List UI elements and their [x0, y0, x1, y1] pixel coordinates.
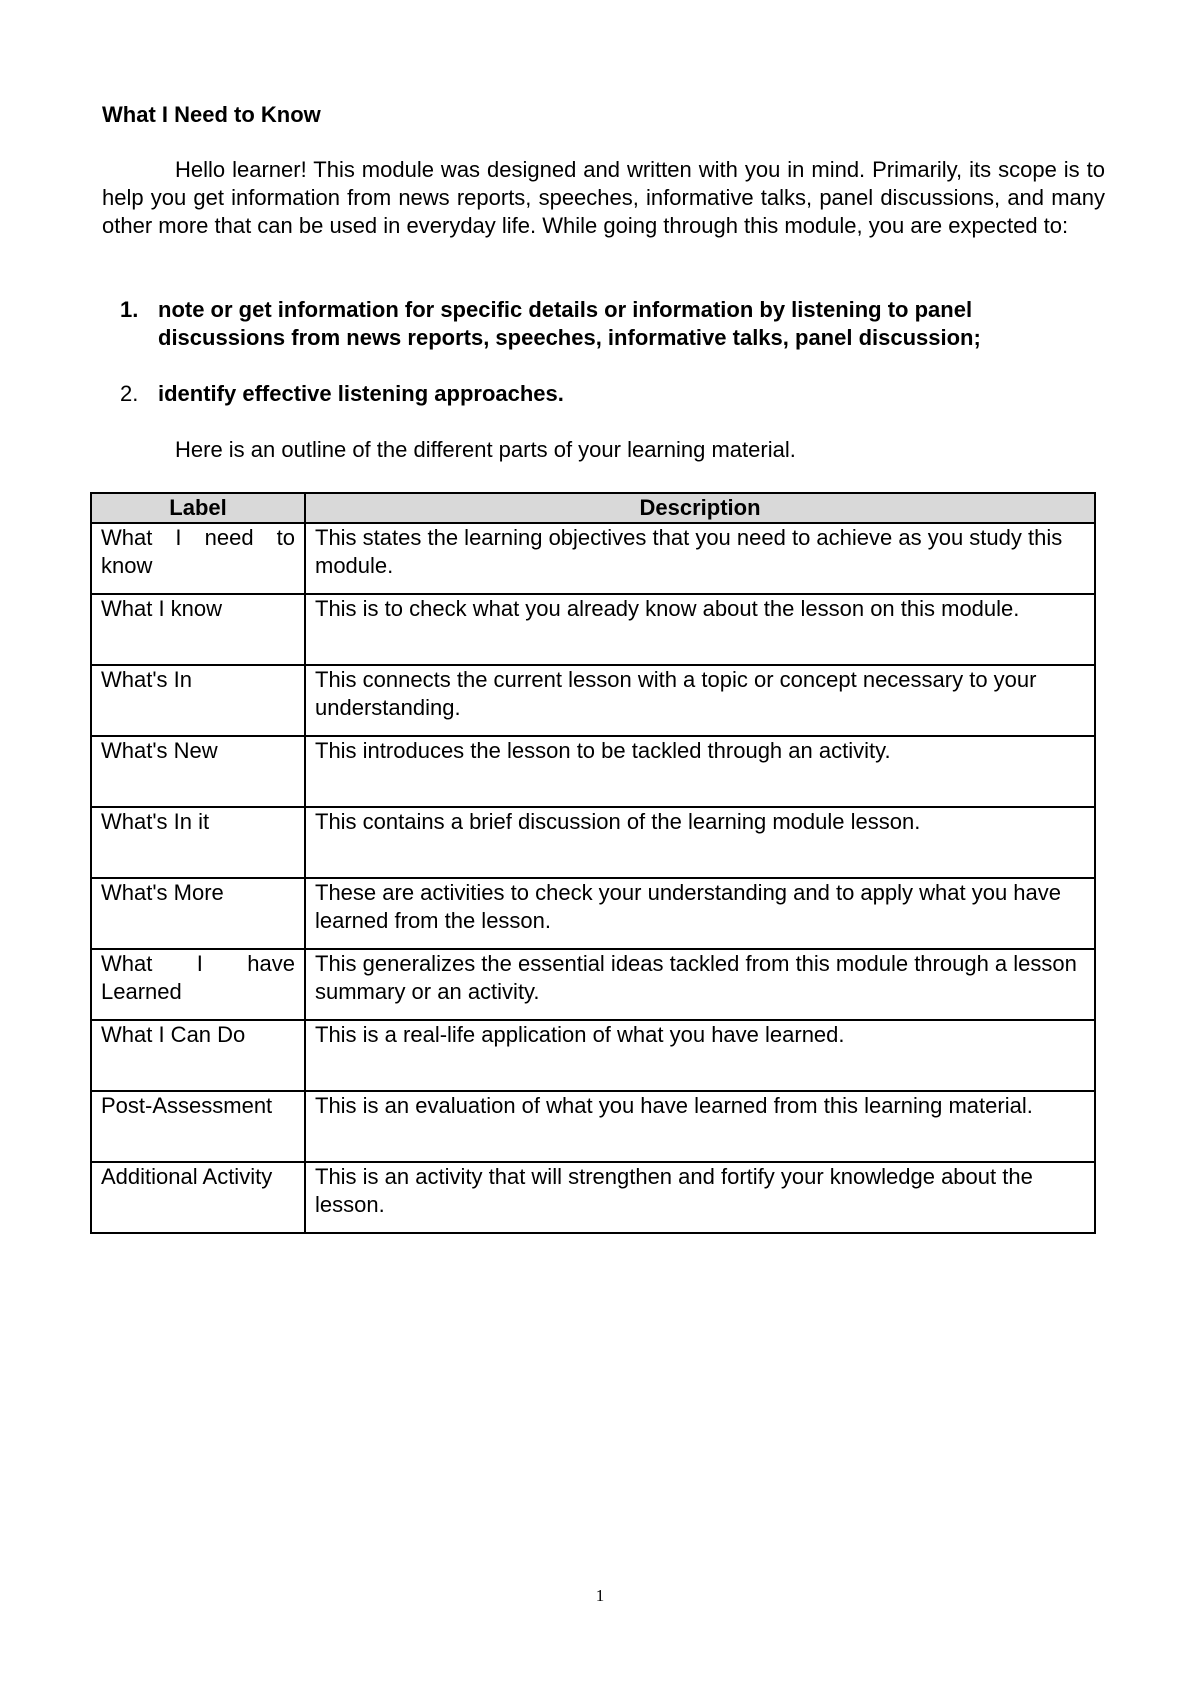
row-description: This connects the current lesson with a topic or concept necessary to your understanding.	[305, 665, 1095, 736]
column-header-description: Description	[305, 493, 1095, 523]
row-label: What I know	[91, 594, 305, 665]
table-row	[91, 1020, 1095, 1091]
table-row	[91, 807, 1095, 878]
row-description: This is an evaluation of what you have learned from this learning material.	[305, 1091, 1095, 1162]
row-label: What I have Learned	[91, 949, 305, 1020]
table-row	[91, 949, 1095, 1020]
intro-paragraph: Hello learner! This module was designed and written with you in mind. Primarily, its scope is to help you get information from news reports, speeches, informative talks, panel discussions, and many other more that can be used in everyday life. While going through this module, you are expected to:	[102, 157, 1105, 238]
row-label: What's In	[91, 665, 305, 736]
row-label: What's More	[91, 878, 305, 949]
column-header-label: Label	[91, 493, 305, 523]
row-description: This states the learning objectives that you need to achieve as you study this module.	[305, 523, 1095, 594]
row-label: Additional Activity	[91, 1162, 305, 1233]
table-row	[91, 1091, 1095, 1162]
objective-item	[102, 296, 1105, 352]
row-description: This generalizes the essential ideas tackled from this module through a lesson summary or an activity.	[305, 949, 1095, 1020]
objective-text: identify effective listening approaches.	[158, 381, 564, 406]
row-description: This introduces the lesson to be tackled through an activity.	[305, 736, 1095, 807]
page-title: What I Need to Know	[102, 102, 321, 127]
row-label: What's New	[91, 736, 305, 807]
table-row	[91, 594, 1095, 665]
row-description: This contains a brief discussion of the learning module lesson.	[305, 807, 1095, 878]
objective-text: note or get information for specific details or information by listening to panel discussions from news reports, speeches, informative talks, panel discussion;	[158, 297, 981, 350]
row-description: This is an activity that will strengthen and fortify your knowledge about the lesson.	[305, 1162, 1095, 1233]
row-description: This is to check what you already know about the lesson on this module.	[305, 594, 1095, 665]
row-label: Post-Assessment	[91, 1091, 305, 1162]
table-header-row	[91, 493, 1095, 523]
page-number: 1	[595, 1586, 605, 1605]
row-label: What I Can Do	[91, 1020, 305, 1091]
objective-number: 1.	[120, 297, 139, 322]
objective-number: 2.	[120, 381, 139, 406]
learning-parts-table	[90, 492, 1096, 1234]
objective-item	[102, 380, 1105, 408]
row-description: These are activities to check your understanding and to apply what you have learned from the lesson.	[305, 878, 1095, 949]
objectives-list	[102, 296, 1105, 408]
row-label: What I need to know	[91, 523, 305, 594]
table-row	[91, 736, 1095, 807]
outline-intro: Here is an outline of the different parts of your learning material.	[175, 437, 796, 462]
row-label: What's In it	[91, 807, 305, 878]
table-row	[91, 878, 1095, 949]
table-row	[91, 523, 1095, 594]
table-row	[91, 665, 1095, 736]
row-description: This is a real-life application of what you have learned.	[305, 1020, 1095, 1091]
table-row	[91, 1162, 1095, 1233]
